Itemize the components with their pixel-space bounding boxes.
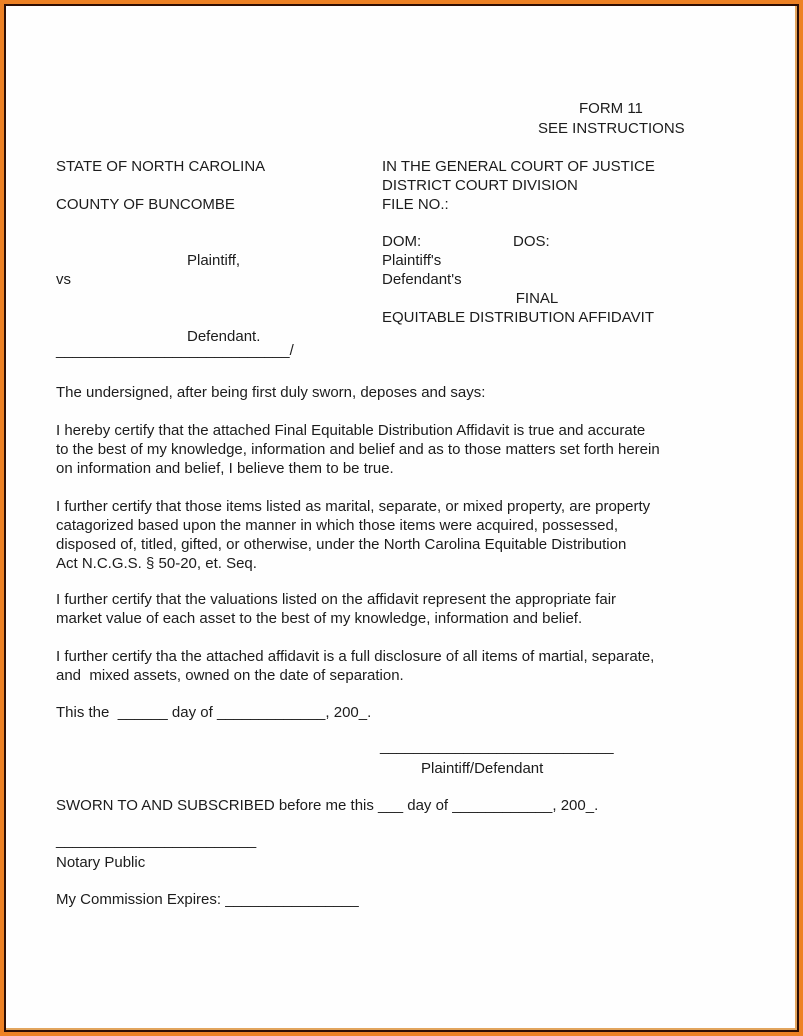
notary-rule: ________________________	[56, 832, 257, 849]
party-signature-rule: ____________________________/	[56, 342, 294, 359]
defendant-caption: Defendant.	[187, 328, 261, 345]
certify-paragraph-1-line: on information and belief, I believe them to be true.	[56, 460, 394, 477]
intro-line: The undersigned, after being first duly sworn, deposes and says:	[56, 384, 486, 401]
sworn-subscribed-line: SWORN TO AND SUBSCRIBED before me this ___ day of ____________, 200_.	[56, 797, 599, 814]
signature-rule: ____________________________	[380, 738, 614, 755]
plaintiff-caption: Plaintiff,	[187, 252, 241, 269]
certify-paragraph-2-line: disposed of, titled, gifted, or otherwise, under the North Carolina Equitable Distribution	[56, 536, 627, 553]
certify-paragraph-3-line: market value of each asset to the best of my knowledge, information and belief.	[56, 610, 583, 627]
certify-paragraph-2-line: catagorized based upon the manner in which those items were acquired, possessed,	[56, 517, 618, 534]
dos-label: DOS:	[513, 233, 550, 250]
certify-paragraph-2-line: I further certify that those items listed as marital, separate, or mixed property, are property	[56, 498, 651, 515]
signature-label: Plaintiff/Defendant	[421, 760, 544, 777]
certify-paragraph-2	[56, 497, 650, 573]
affidavit-title-final: FINAL	[515, 290, 559, 307]
versus-caption: vs	[56, 271, 71, 288]
date-blank-line: This the ______ day of _____________, 200_.	[56, 704, 372, 721]
certify-paragraph-1	[56, 421, 660, 478]
certify-paragraph-4-line: I further certify tha the attached affidavit is a full disclosure of all items of martial, separate,	[56, 648, 655, 665]
state-caption: STATE OF NORTH CAROLINA	[56, 158, 266, 175]
certify-paragraph-4-line: and mixed assets, owned on the date of separation.	[56, 667, 404, 684]
county-caption: COUNTY OF BUNCOMBE	[56, 196, 235, 213]
division-caption: DISTRICT COURT DIVISION	[382, 177, 578, 194]
affidavit-title: EQUITABLE DISTRIBUTION AFFIDAVIT	[382, 309, 654, 326]
certify-paragraph-2-line: Act N.C.G.S. § 50-20, et. Seq.	[56, 555, 257, 572]
certify-paragraph-1-line: I hereby certify that the attached Final Equitable Distribution Affidavit is true and accurate	[56, 422, 646, 439]
certify-paragraph-1-line: to the best of my knowledge, information and belief and as to those matters set forth herein	[56, 441, 660, 458]
certify-paragraph-3	[56, 590, 616, 628]
certify-paragraph-4	[56, 647, 654, 685]
form-number: FORM 11	[579, 100, 643, 117]
plaintiffs-caption: Plaintiff's	[382, 252, 442, 269]
certify-paragraph-3-line: I further certify that the valuations listed on the affidavit represent the appropriate fair	[56, 591, 617, 608]
file-no-label: FILE NO.:	[382, 196, 449, 213]
defendants-caption: Defendant's	[382, 271, 462, 288]
see-instructions-note: SEE INSTRUCTIONS	[538, 120, 685, 137]
court-caption: IN THE GENERAL COURT OF JUSTICE	[382, 158, 655, 175]
dom-label: DOM:	[382, 233, 422, 250]
commission-expires-line: My Commission Expires: ________________	[56, 891, 359, 908]
notary-label: Notary Public	[56, 854, 146, 871]
